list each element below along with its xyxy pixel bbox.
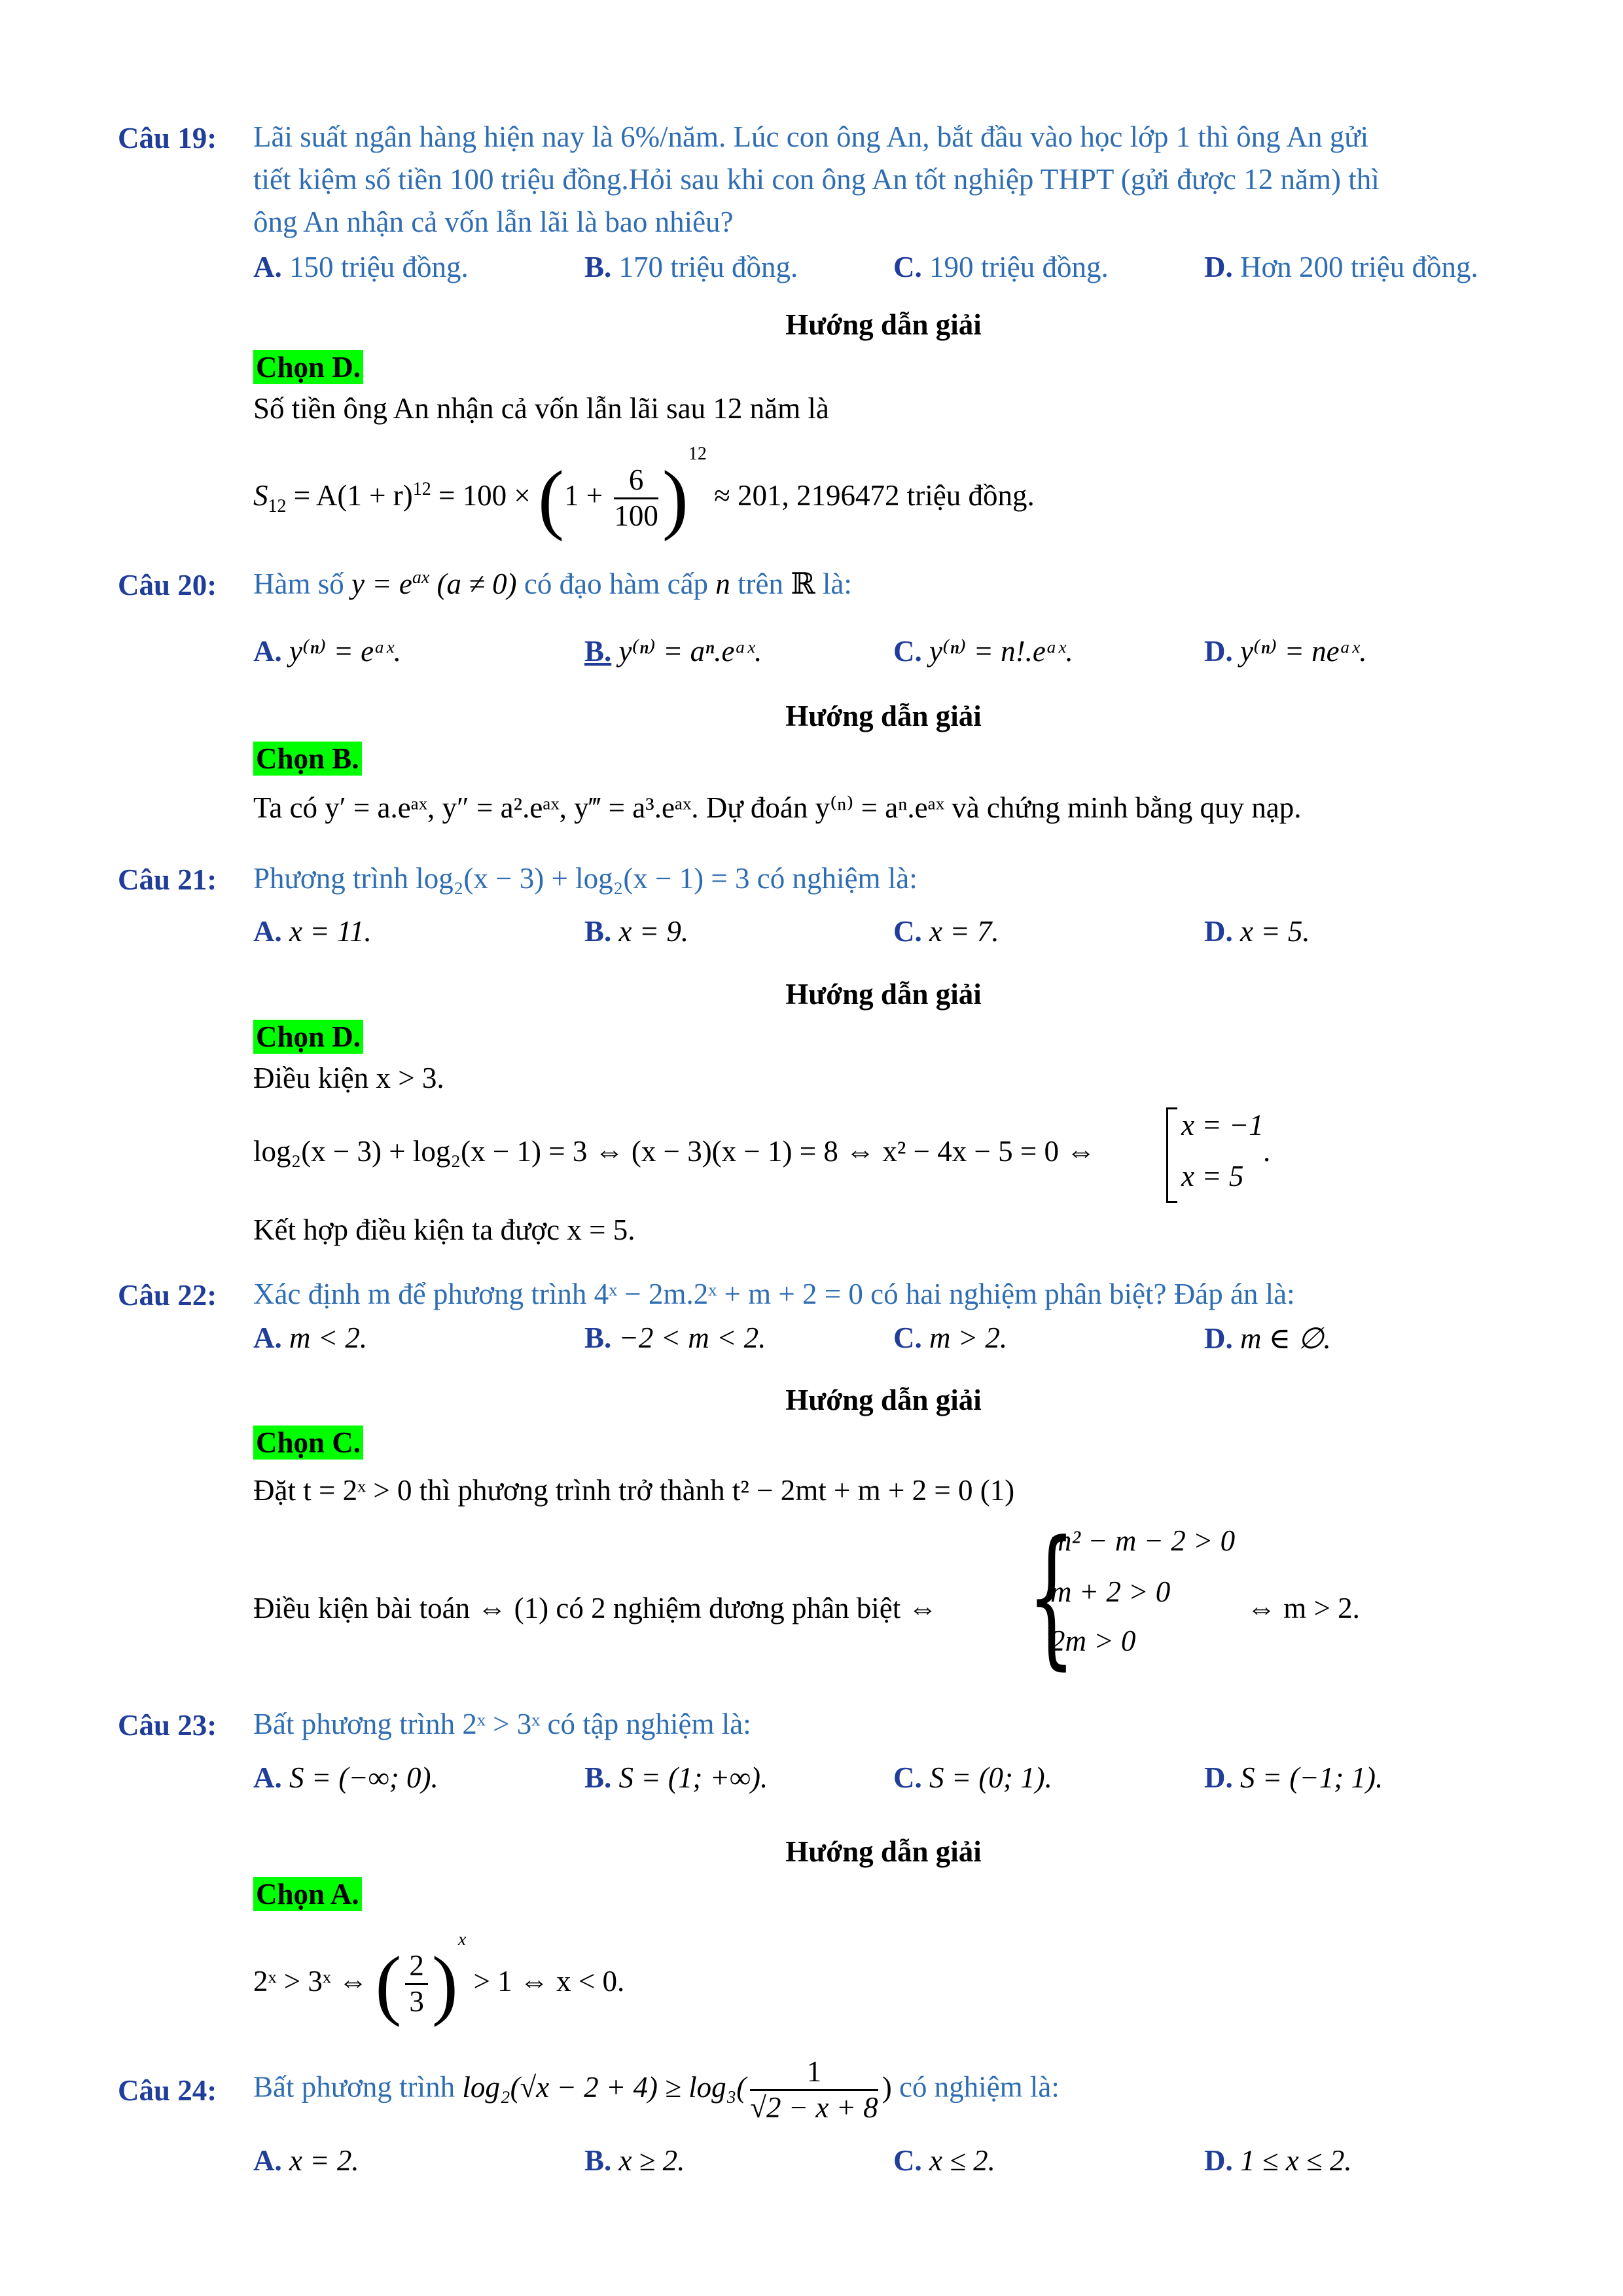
q22-result: ⇔ m > 2. <box>1247 1592 1360 1624</box>
q19-text-line2: tiết kiệm số tiền 100 triệu đồng.Hỏi sau khi con ông An tốt nghiệp THPT (gửi được 12 năm) thì <box>253 163 1380 196</box>
q21-case-1: x = −1 <box>1181 1109 1264 1141</box>
q23-option-b[interactable]: B. S = (1; +∞). <box>584 1761 768 1794</box>
q24-label: Câu 24: <box>118 2074 217 2107</box>
q24-option-d[interactable]: D. 1 ≤ x ≤ 2. <box>1204 2144 1352 2177</box>
q23-option-a[interactable]: A. S = (−∞; 0). <box>253 1761 438 1794</box>
q21-option-b[interactable]: B. x = 9. <box>584 915 689 948</box>
q20-option-c[interactable]: C. y⁽ⁿ⁾ = n!.eᵃˣ. <box>893 635 1073 668</box>
q22-answer-badge: Chọn C. <box>253 1426 363 1460</box>
q20-option-b[interactable]: B. y⁽ⁿ⁾ = aⁿ.eᵃˣ. <box>584 635 762 668</box>
q22-system-brace: { <box>1027 1509 1076 1684</box>
q22-system-line-2: m + 2 > 0 <box>1050 1575 1171 1608</box>
q24-option-a[interactable]: A. x = 2. <box>253 2144 359 2177</box>
q21-answer-badge: Chọn D. <box>253 1020 363 1054</box>
q21-conclusion: Kết hợp điều kiện ta được x = 5. <box>253 1213 635 1246</box>
q21-solution-equation: log₂(x − 3) + log₂(x − 1) = 3 ⇔ (x − 3)(x − 1) = 8 ⇔ x² − 4x − 5 = 0 ⇔ <box>253 1135 1096 1168</box>
q20-option-a[interactable]: A. y⁽ⁿ⁾ = eᵃˣ. <box>253 635 401 668</box>
q19-solution-text: Số tiền ông An nhận cả vốn lẫn lãi sau 12 năm là <box>253 392 829 425</box>
q19-option-c[interactable]: C. 190 triệu đồng. <box>893 251 1109 283</box>
q19-answer-badge: Chọn D. <box>253 350 363 384</box>
q21-option-d[interactable]: D. x = 5. <box>1204 915 1310 948</box>
q20-solution-heading: Hướng dẫn giải <box>785 700 982 732</box>
q23-solution-formula: 2ˣ > 3ˣ ⇔ ( $\frac{2}{3}$ )$^x$ > 1 ⇔ x < 0. <box>253 1929 625 2028</box>
q21-solution-heading: Hướng dẫn giải <box>785 978 982 1011</box>
q23-text: Bất phương trình 2ˣ > 3ˣ có tập nghiệm là: <box>253 1708 751 1740</box>
q21-case-bracket <box>1166 1107 1177 1203</box>
q21-label: Câu 21: <box>118 863 217 896</box>
q19-text-line1: Lãi suất ngân hàng hiện nay là 6%/năm. Lúc con ông An, bắt đầu vào học lớp 1 thì ông An gửi <box>253 120 1369 153</box>
q21-case-2: x = 5 <box>1181 1160 1244 1193</box>
q21-option-c[interactable]: C. x = 7. <box>893 915 999 948</box>
q22-condition-text: Điều kiện bài toán ⇔ (1) có 2 nghiệm dương phân biệt ⇔ <box>253 1592 938 1624</box>
q22-option-b[interactable]: B. −2 < m < 2. <box>584 1321 766 1354</box>
q20-option-d[interactable]: D. y⁽ⁿ⁾ = neᵃˣ. <box>1204 635 1367 668</box>
q19-formula: $S_{12} = A(1 + r)^{12} = 100 \times (1$ + $\frac{6}{100}$ )$^{12}$ ≈ 201, 2196472 triệu đồng. <box>253 444 1035 542</box>
q23-label: Câu 23: <box>118 1709 217 1742</box>
q20-label: Câu 20: <box>118 569 217 601</box>
q19-text-line3: ông An nhận cả vốn lẫn lãi là bao nhiêu? <box>253 206 734 238</box>
q20-solution-text: Ta có y′ = a.eᵃˣ, y″ = a².eᵃˣ, y‴ = a³.eᵃˣ. Dự đoán y⁽ⁿ⁾ = aⁿ.eᵃˣ và chứng minh bằng quy nạp. <box>253 791 1302 824</box>
q22-text: Xác định m để phương trình 4ˣ − 2m.2ˣ + m + 2 = 0 có hai nghiệm phân biệt? Đáp án là: <box>253 1278 1295 1310</box>
q22-option-c[interactable]: C. m > 2. <box>893 1321 1008 1354</box>
q23-solution-heading: Hướng dẫn giải <box>785 1835 982 1868</box>
q24-text: Bất phương trình log₂(√x − 2 + 4) ≥ log₃( $\frac{1}{√2 - x + 8}$ ) có nghiệm là: <box>253 2055 1060 2124</box>
q22-solution-heading: Hướng dẫn giải <box>785 1384 982 1416</box>
q22-option-a[interactable]: A. m < 2. <box>253 1321 368 1354</box>
q23-option-d[interactable]: D. S = (−1; 1). <box>1204 1761 1383 1794</box>
q19-solution-heading: Hướng dẫn giải <box>785 308 982 341</box>
q19-option-b[interactable]: B. 170 triệu đồng. <box>584 251 798 283</box>
q22-substitution: Đặt t = 2ˣ > 0 thì phương trình trở thành t² − 2mt + m + 2 = 0 (1) <box>253 1474 1015 1507</box>
q21-text: Phương trình log₂(x − 3) + log₂(x − 1) = 3 có nghiệm là: <box>253 862 918 895</box>
q19-option-a[interactable]: A. 150 triệu đồng. <box>253 251 469 283</box>
q24-option-b[interactable]: B. x ≥ 2. <box>584 2144 685 2177</box>
q21-condition: Điều kiện x > 3. <box>253 1062 444 1094</box>
q22-system-line-3: 2m > 0 <box>1050 1624 1136 1657</box>
q20-answer-badge: Chọn B. <box>253 742 362 776</box>
q21-period: . <box>1263 1135 1271 1168</box>
q23-answer-badge: Chọn A. <box>253 1877 362 1911</box>
q22-system-line-1: m² − m − 2 > 0 <box>1050 1524 1236 1557</box>
q23-option-c[interactable]: C. S = (0; 1). <box>893 1761 1052 1794</box>
q19-option-d[interactable]: D. Hơn 200 triệu đồng. <box>1204 251 1478 283</box>
q22-label: Câu 22: <box>118 1279 217 1312</box>
q21-option-a[interactable]: A. x = 11. <box>253 915 372 948</box>
q24-option-c[interactable]: C. x ≤ 2. <box>893 2144 995 2177</box>
q22-option-d[interactable]: D. m ∈ ∅. <box>1204 1322 1331 1355</box>
q19-label: Câu 19: <box>118 122 217 154</box>
q20-text: Hàm số $y = e^{ax}$ (a ≠ 0) có đạo hàm cấp n trên ℝ là: <box>253 567 852 600</box>
